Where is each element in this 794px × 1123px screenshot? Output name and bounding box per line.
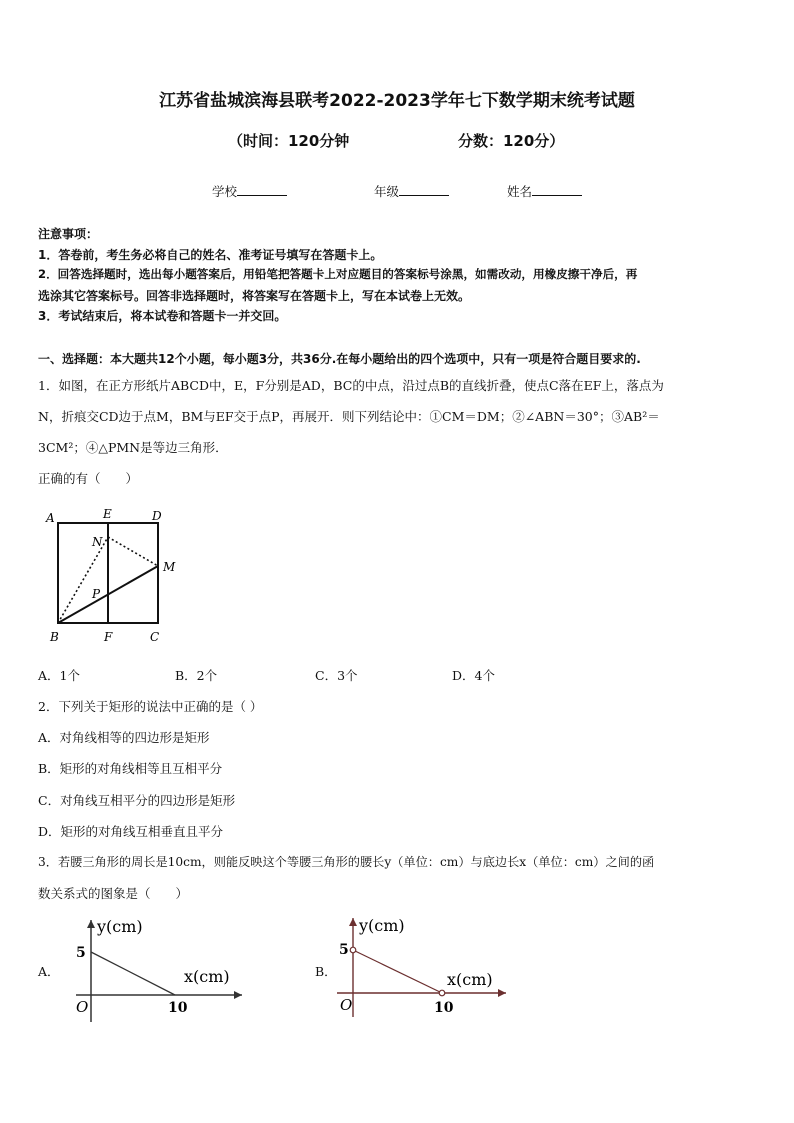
school-field [212,182,287,200]
q2-option-b: B．矩形的对角线相等且互相平分 [38,761,223,776]
graph-a [62,912,247,1027]
q2-option-a: A．对角线相等的四边形是矩形 [38,730,210,745]
q1-text: 正确的有（ ） [38,471,139,486]
segment-bn [58,537,108,623]
q1-option-c: C．3个 [315,668,358,683]
x-axis-label: x(cm) [447,970,493,989]
label-b: B [50,630,59,644]
exam-title: 江苏省盐城滨海县联考2022-2023学年七下数学期末统考试题 [159,91,635,111]
label-e: E [103,507,112,521]
y-axis-arrow [87,920,95,928]
x-axis-label: x(cm) [184,967,230,986]
section-heading: 一、选择题：本大题共12个小题，每小题3分，共36分.在每小题给出的四个选项中，只有一项是符合题目要求的. [38,352,641,366]
notice-item: 2．回答选择题时，选出每小题答案后，用铅笔把答题卡上对应题目的答案标号涂黑，如需改动，用橡皮擦干净后，再 [38,267,638,281]
grade-blank [399,183,449,196]
exam-score: 分数：120分） [458,132,565,150]
y-axis-label: y(cm) [97,917,143,936]
notice-heading: 注意事项： [38,227,99,241]
q2-option-c: C．对角线互相平分的四边形是矩形 [38,793,236,808]
notice-item: 3．考试结束后，将本试卷和答题卡一并交回。 [38,309,287,323]
q2-stem: 2．下列关于矩形的说法中正确的是（ ） [38,699,263,714]
grade-field [374,182,449,200]
q1-option-a: A．1个 [38,668,80,683]
square-figure [40,505,190,650]
label-c: C [150,630,160,644]
q1-text: 3CM²；④△PMN是等边三角形． [38,440,228,455]
school-blank [237,183,287,196]
q3-text: 3．若腰三角形的周长是10cm，则能反映这个等腰三角形的腰长y（单位：cm）与底边长x（单位：cm）之间的函 [38,855,655,869]
q1-option-d: D．4个 [452,668,495,683]
x-axis-arrow [234,991,242,999]
school-label: 学校 [212,184,238,199]
q3-option-b: B． [315,964,337,979]
y-tick-label: 5 [339,942,349,958]
label-m: M [163,560,176,574]
label-a: A [46,511,55,525]
origin-label: O [76,998,89,1016]
segment-nm [108,537,158,566]
notice-item: 选涂其它答案标号。回答非选择题时，将答案写在答题卡上，写在本试卷上无效。 [38,289,471,303]
y-axis-label: y(cm) [359,916,405,935]
exam-time: （时间：120分钟 [228,132,350,150]
graph-line [91,952,175,995]
x-tick-label: 10 [434,1000,454,1016]
label-p: P [92,587,101,601]
graph-line [353,950,442,993]
grade-label: 年级 [374,184,400,199]
label-f: F [104,630,113,644]
origin-label: O [340,996,353,1014]
x-axis-arrow [498,989,506,997]
graph-b [334,912,509,1027]
q1-text: N，折痕交CD边于点M，BM与EF交于点P，再展开．则下列结论中：①CM＝DM；②∠ABN＝30°；③AB²＝ [38,409,660,424]
y-tick-label: 5 [76,945,86,961]
q1-option-b: B．2个 [175,668,218,683]
q3-option-a: A． [38,964,60,979]
notice-item: 1．答卷前，考生务必将自己的姓名、准考证号填写在答题卡上。 [38,248,383,262]
name-field [507,182,582,200]
name-blank [532,183,582,196]
label-n: N [92,535,103,549]
label-d: D [152,509,162,523]
x-tick-label: 10 [168,1000,188,1016]
open-endpoint [439,990,445,996]
q1-text: 1．如图，在正方形纸片ABCD中，E，F分别是AD，BC的中点，沿过点B的直线折叠，使点C落在EF上，落点为 [38,378,664,393]
y-axis-arrow [349,918,357,926]
name-label: 姓名 [507,184,533,199]
q3-text: 数关系式的图象是（ ） [38,886,189,901]
open-endpoint [350,947,356,953]
q2-option-d: D．矩形的对角线互相垂直且平分 [38,824,224,839]
